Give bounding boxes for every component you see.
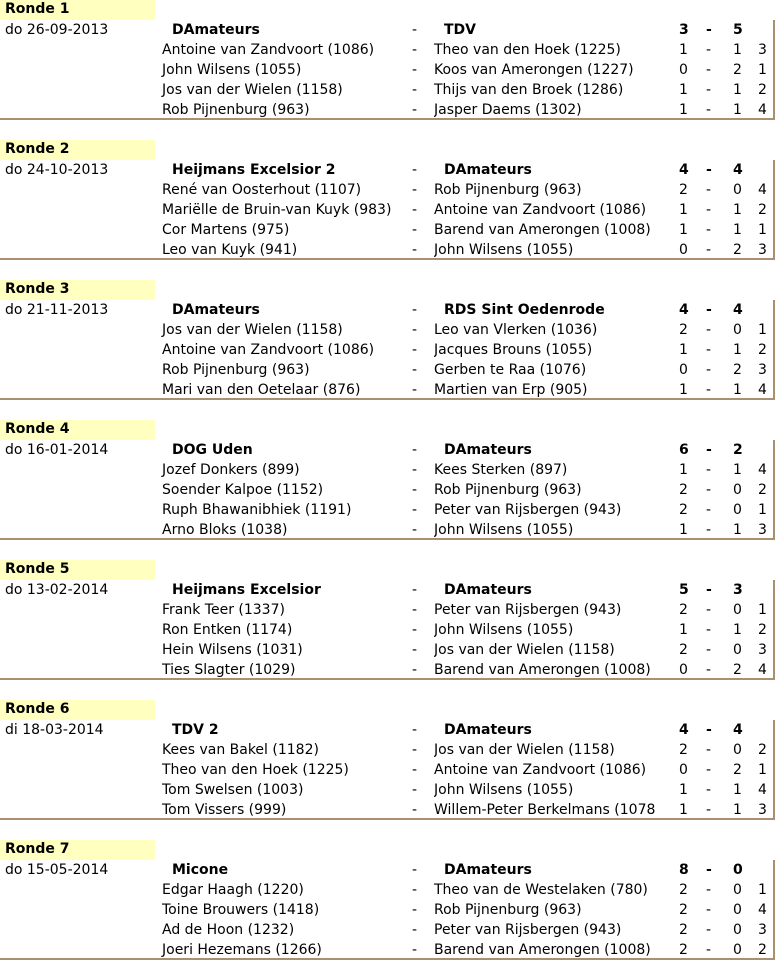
result-black: 1 [733,102,742,118]
score-separator: - [706,162,712,178]
result-separator: - [706,342,712,358]
score-separator: - [706,722,712,738]
round-date: di 18-03-2014 [5,722,104,738]
away-team: DAmateurs [444,722,532,738]
game-separator: - [412,182,418,198]
board-number: 1 [758,502,767,518]
team-separator: - [412,722,418,738]
result-separator: - [706,742,712,758]
home-team: DAmateurs [172,302,260,318]
result-white: 2 [679,942,688,958]
result-white: 1 [679,782,688,798]
result-separator: - [706,82,712,98]
result-black: 0 [733,642,742,658]
game-separator: - [412,602,418,618]
game-separator: - [412,882,418,898]
result-black: 0 [733,942,742,958]
score-separator: - [706,582,712,598]
board-number: 1 [758,62,767,78]
black-player: Rob Pijnenburg (963) [434,182,582,198]
result-separator: - [706,482,712,498]
score-separator: - [706,862,712,878]
result-black: 0 [733,602,742,618]
score-away: 4 [733,302,743,318]
round-date: do 13-02-2014 [5,582,109,598]
result-separator: - [706,362,712,378]
white-player: Mari van den Oetelaar (876) [162,382,361,398]
game-separator: - [412,902,418,918]
board-number: 4 [758,662,767,678]
game-separator: - [412,922,418,938]
board-number: 4 [758,902,767,918]
round-title: Ronde 6 [5,701,70,717]
score-away: 3 [733,582,743,598]
white-player: Leo van Kuyk (941) [162,242,298,258]
board-number: 2 [758,622,767,638]
game-separator: - [412,502,418,518]
black-player: Antoine van Zandvoort (1086) [434,762,647,778]
result-white: 2 [679,482,688,498]
white-player: Ron Entken (1174) [162,622,293,638]
result-white: 0 [679,362,688,378]
white-player: Ties Slagter (1029) [162,662,296,678]
game-separator: - [412,362,418,378]
score-home: 4 [679,722,689,738]
black-player: Peter van Rijsbergen (943) [434,602,622,618]
black-player: Jos van der Wielen (1158) [434,642,615,658]
black-player: Theo van den Hoek (1225) [434,42,621,58]
score-home: 3 [679,22,689,38]
board-number: 1 [758,322,767,338]
result-white: 1 [679,82,688,98]
game-separator: - [412,522,418,538]
black-player: Koos van Amerongen (1227) [434,62,634,78]
game-separator: - [412,382,418,398]
score-home: 5 [679,582,689,598]
home-team: TDV 2 [172,722,219,738]
result-white: 0 [679,242,688,258]
score-separator: - [706,22,712,38]
black-player: Antoine van Zandvoort (1086) [434,202,647,218]
black-player: John Wilsens (1055) [434,622,574,638]
team-separator: - [412,162,418,178]
game-separator: - [412,742,418,758]
team-separator: - [412,582,418,598]
board-number: 3 [758,42,767,58]
white-player: Hein Wilsens (1031) [162,642,303,658]
round-date: do 21-11-2013 [5,302,109,318]
score-away: 0 [733,862,743,878]
result-separator: - [706,662,712,678]
game-separator: - [412,102,418,118]
round-section [0,560,775,700]
away-team: DAmateurs [444,442,532,458]
round-title: Ronde 7 [5,841,70,857]
round-title: Ronde 2 [5,141,70,157]
result-black: 1 [733,462,742,478]
board-number: 1 [758,762,767,778]
black-player: Thijs van den Broek (1286) [434,82,624,98]
team-separator: - [412,442,418,458]
board-number: 4 [758,182,767,198]
white-player: Kees van Bakel (1182) [162,742,319,758]
away-team: TDV [444,22,477,38]
board-number: 3 [758,242,767,258]
result-black: 2 [733,62,742,78]
board-number: 2 [758,202,767,218]
round-title-bar [0,280,155,300]
black-player: Jacques Brouns (1055) [434,342,593,358]
game-separator: - [412,42,418,58]
result-white: 2 [679,602,688,618]
round-section [0,840,775,980]
team-separator: - [412,862,418,878]
black-player: Rob Pijnenburg (963) [434,902,582,918]
black-player: John Wilsens (1055) [434,522,574,538]
result-white: 2 [679,322,688,338]
result-white: 0 [679,62,688,78]
white-player: René van Oosterhout (1107) [162,182,362,198]
black-player: Willem-Peter Berkelmans (1078 [434,802,656,818]
result-separator: - [706,462,712,478]
home-team: Micone [172,862,229,878]
result-white: 1 [679,462,688,478]
result-black: 2 [733,762,742,778]
result-white: 2 [679,182,688,198]
round-title: Ronde 3 [5,281,70,297]
result-black: 2 [733,242,742,258]
game-separator: - [412,662,418,678]
result-black: 1 [733,622,742,638]
white-player: Tom Vissers (999) [162,802,287,818]
away-team: RDS Sint Oedenrode [444,302,605,318]
score-away: 2 [733,442,743,458]
white-player: Cor Martens (975) [162,222,290,238]
result-white: 2 [679,742,688,758]
white-player: Edgar Haagh (1220) [162,882,304,898]
white-player: Jos van der Wielen (1158) [162,322,343,338]
white-player: Joeri Hezemans (1266) [162,942,322,958]
board-number: 1 [758,602,767,618]
board-number: 4 [758,102,767,118]
black-player: Martien van Erp (905) [434,382,588,398]
board-number: 3 [758,802,767,818]
team-separator: - [412,22,418,38]
black-player: Theo van de Westelaken (780) [434,882,648,898]
board-number: 2 [758,342,767,358]
black-player: Barend van Amerongen (1008) [434,662,651,678]
round-date: do 16-01-2014 [5,442,109,458]
black-player: Barend van Amerongen (1008) [434,942,651,958]
game-separator: - [412,82,418,98]
result-black: 0 [733,742,742,758]
result-separator: - [706,622,712,638]
result-white: 1 [679,342,688,358]
result-separator: - [706,242,712,258]
game-separator: - [412,782,418,798]
board-number: 1 [758,882,767,898]
round-title-bar [0,700,155,720]
home-team: DOG Uden [172,442,253,458]
black-player: Rob Pijnenburg (963) [434,482,582,498]
result-black: 1 [733,82,742,98]
result-white: 2 [679,902,688,918]
white-player: Tom Swelsen (1003) [162,782,304,798]
board-number: 2 [758,482,767,498]
result-white: 2 [679,922,688,938]
game-separator: - [412,802,418,818]
round-title: Ronde 1 [5,1,70,17]
result-white: 0 [679,762,688,778]
round-section [0,280,775,420]
round-date: do 26-09-2013 [5,22,109,38]
game-separator: - [412,462,418,478]
round-title-bar [0,560,155,580]
result-separator: - [706,42,712,58]
board-number: 2 [758,942,767,958]
result-separator: - [706,802,712,818]
score-home: 6 [679,442,689,458]
score-home: 4 [679,302,689,318]
board-number: 4 [758,382,767,398]
result-separator: - [706,782,712,798]
white-player: Ruph Bhawanibhiek (1191) [162,502,352,518]
result-separator: - [706,902,712,918]
result-black: 1 [733,522,742,538]
round-title-bar [0,420,155,440]
result-separator: - [706,182,712,198]
white-player: Antoine van Zandvoort (1086) [162,42,375,58]
game-separator: - [412,242,418,258]
result-white: 1 [679,522,688,538]
round-title-bar [0,140,155,160]
away-team: DAmateurs [444,862,532,878]
result-white: 1 [679,802,688,818]
result-black: 1 [733,382,742,398]
team-separator: - [412,302,418,318]
black-player: Jasper Daems (1302) [434,102,582,118]
result-white: 2 [679,502,688,518]
game-separator: - [412,222,418,238]
white-player: Toine Brouwers (1418) [162,902,320,918]
board-number: 3 [758,522,767,538]
board-number: 1 [758,222,767,238]
black-player: Leo van Vlerken (1036) [434,322,598,338]
result-white: 1 [679,622,688,638]
round-section [0,0,775,140]
black-player: Peter van Rijsbergen (943) [434,922,622,938]
result-separator: - [706,642,712,658]
result-separator: - [706,222,712,238]
score-away: 5 [733,22,743,38]
game-separator: - [412,942,418,958]
result-black: 2 [733,662,742,678]
result-white: 1 [679,382,688,398]
home-team: DAmateurs [172,22,260,38]
black-player: Kees Sterken (897) [434,462,568,478]
round-section [0,700,775,840]
result-white: 1 [679,222,688,238]
white-player: Frank Teer (1337) [162,602,285,618]
board-number: 4 [758,462,767,478]
result-black: 0 [733,922,742,938]
black-player: Gerben te Raa (1076) [434,362,587,378]
result-separator: - [706,882,712,898]
score-home: 8 [679,862,689,878]
result-black: 1 [733,342,742,358]
result-black: 0 [733,322,742,338]
board-number: 3 [758,362,767,378]
board-number: 2 [758,82,767,98]
score-separator: - [706,302,712,318]
result-separator: - [706,102,712,118]
result-black: 1 [733,802,742,818]
white-player: Theo van den Hoek (1225) [162,762,349,778]
white-player: Mariëlle de Bruin-van Kuyk (983) [162,202,392,218]
board-number: 4 [758,782,767,798]
round-title-bar [0,0,155,20]
white-player: Arno Bloks (1038) [162,522,288,538]
white-player: John Wilsens (1055) [162,62,302,78]
result-separator: - [706,942,712,958]
score-home: 4 [679,162,689,178]
white-player: Jozef Donkers (899) [162,462,300,478]
white-player: Ad de Hoon (1232) [162,922,295,938]
game-separator: - [412,202,418,218]
result-black: 2 [733,362,742,378]
result-black: 1 [733,222,742,238]
game-separator: - [412,482,418,498]
board-number: 2 [758,742,767,758]
result-separator: - [706,522,712,538]
result-white: 0 [679,662,688,678]
result-separator: - [706,382,712,398]
score-away: 4 [733,722,743,738]
result-black: 1 [733,782,742,798]
result-separator: - [706,202,712,218]
game-separator: - [412,762,418,778]
game-separator: - [412,342,418,358]
score-separator: - [706,442,712,458]
black-player: Jos van der Wielen (1158) [434,742,615,758]
round-date: do 15-05-2014 [5,862,109,878]
black-player: John Wilsens (1055) [434,782,574,798]
home-team: Heijmans Excelsior 2 [172,162,336,178]
white-player: Soender Kalpoe (1152) [162,482,324,498]
black-player: Barend van Amerongen (1008) [434,222,651,238]
white-player: Antoine van Zandvoort (1086) [162,342,375,358]
away-team: DAmateurs [444,582,532,598]
board-number: 3 [758,922,767,938]
round-date: do 24-10-2013 [5,162,109,178]
round-title: Ronde 5 [5,561,70,577]
white-player: Jos van der Wielen (1158) [162,82,343,98]
result-white: 2 [679,642,688,658]
black-player: John Wilsens (1055) [434,242,574,258]
result-white: 1 [679,42,688,58]
result-separator: - [706,922,712,938]
home-team: Heijmans Excelsior [172,582,321,598]
result-separator: - [706,502,712,518]
result-black: 0 [733,482,742,498]
result-black: 1 [733,202,742,218]
away-team: DAmateurs [444,162,532,178]
round-section [0,140,775,280]
game-separator: - [412,622,418,638]
white-player: Rob Pijnenburg (963) [162,102,310,118]
result-black: 1 [733,42,742,58]
result-white: 1 [679,202,688,218]
score-away: 4 [733,162,743,178]
game-separator: - [412,642,418,658]
result-separator: - [706,762,712,778]
white-player: Rob Pijnenburg (963) [162,362,310,378]
result-separator: - [706,62,712,78]
round-title-bar [0,840,155,860]
result-separator: - [706,602,712,618]
result-white: 1 [679,102,688,118]
round-title: Ronde 4 [5,421,70,437]
game-separator: - [412,62,418,78]
result-black: 0 [733,182,742,198]
black-player: Peter van Rijsbergen (943) [434,502,622,518]
game-separator: - [412,322,418,338]
result-white: 2 [679,882,688,898]
result-black: 0 [733,882,742,898]
round-section [0,420,775,560]
board-number: 3 [758,642,767,658]
result-black: 0 [733,902,742,918]
result-black: 0 [733,502,742,518]
result-separator: - [706,322,712,338]
